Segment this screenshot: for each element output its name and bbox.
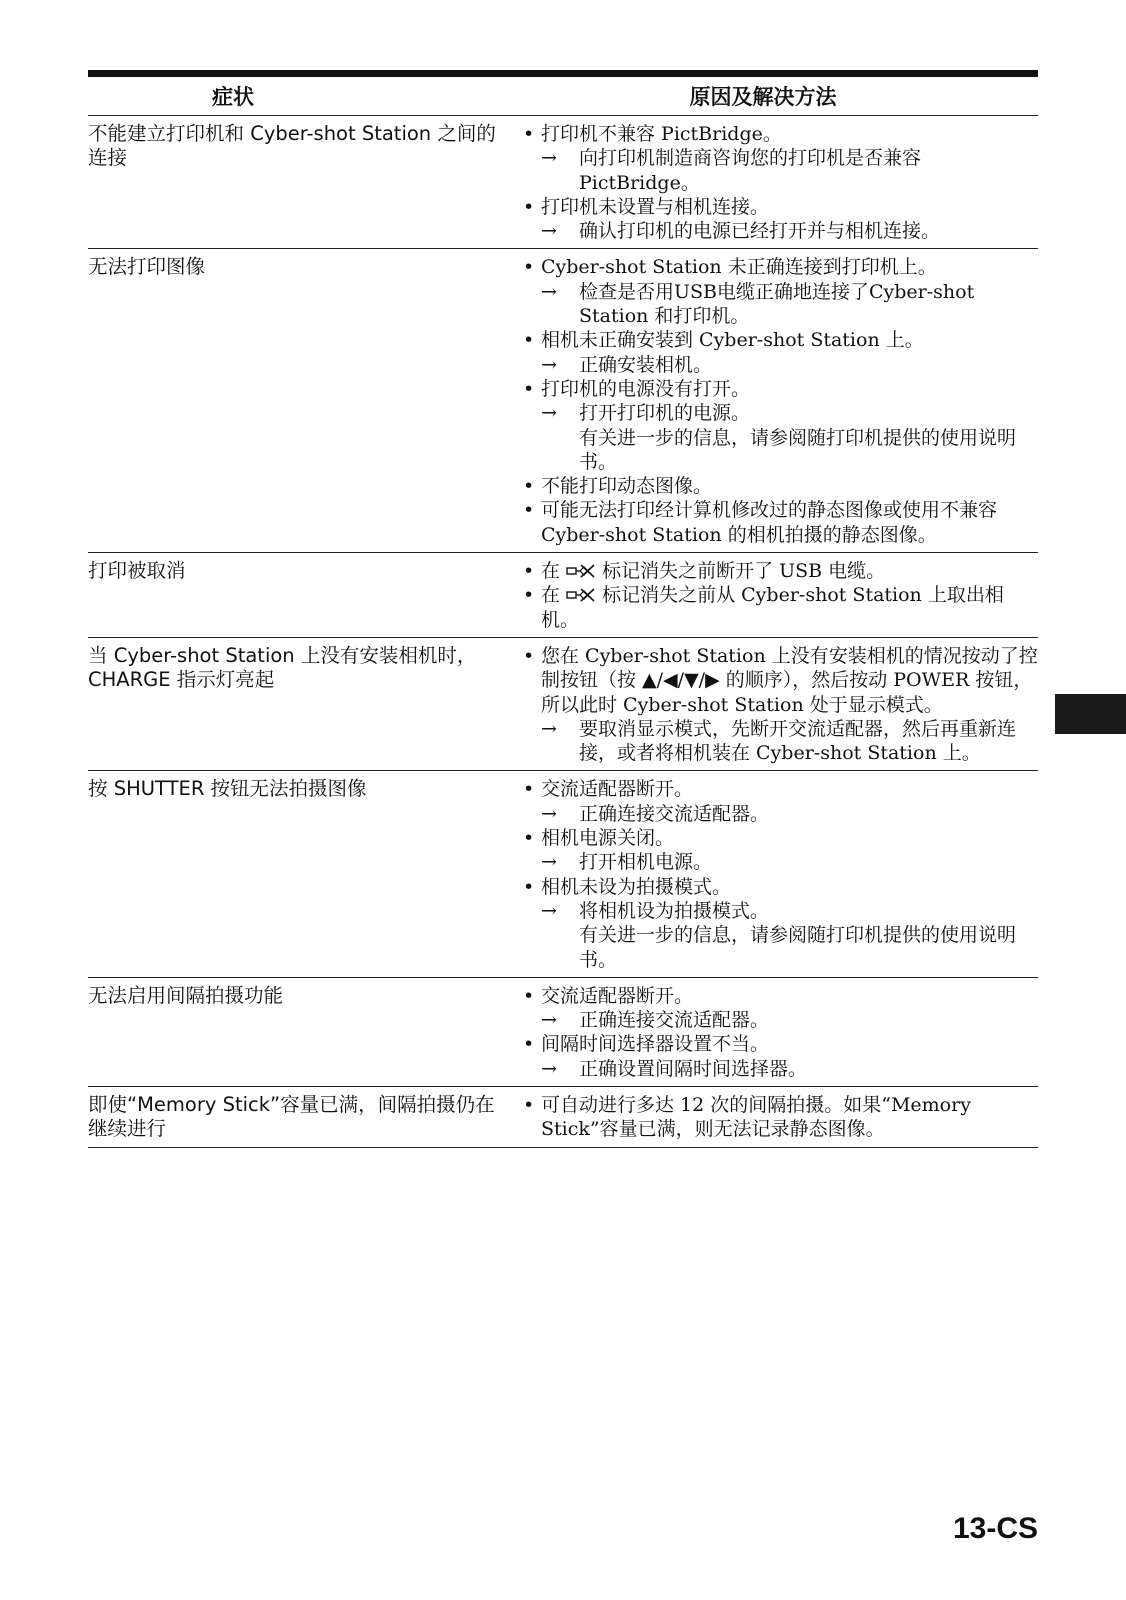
symptom-cell: 即使“Memory Stick”容量已满，间隔拍摄仍在继续进行 [88,1092,495,1140]
remedy-text: 确认打印机的电源已经打开并与相机连接。 [579,220,941,243]
symptom-cell: 打印被取消 [88,559,186,583]
usb-transfer-icon [566,587,596,603]
usb-transfer-icon [566,563,596,579]
symptom-cell: 无法打印图像 [88,255,206,279]
table-row [88,553,1038,638]
remedy-item [523,1008,1038,1032]
section-tab [1055,694,1126,734]
table-row [88,249,1038,553]
remedy-item [523,146,1038,195]
table-row [88,638,1038,771]
remedy-note: 有关进一步的信息，请参阅随打印机提供的使用说明书。 [579,426,1017,473]
cause-item [523,583,1038,632]
cause-item: • Cyber-shot Station 未正确连接到打印机上。 [523,255,1038,279]
usb-transfer-icon-wrap [560,584,602,606]
solution-cell [523,122,1038,243]
remedy-text: 检查是否用USB电缆正确地连接了Cyber-shot Station 和打印机。 [579,280,975,328]
remedy-text: 正确连接交流适配器。 [579,802,770,825]
arrow-icon: → [541,1057,557,1080]
cause-item: • 不能打印动态图像。 [523,474,1038,498]
remedy-text: 要取消显示模式，先断开交流适配器，然后再重新连接，或者将相机装在 Cyber-shot Station 上。 [579,717,1017,765]
symptom-cell: 按 SHUTTER 按钮无法拍摄图像 [88,777,367,801]
remedy-item [523,401,1038,425]
solution-cell [523,255,1038,547]
cause-text-pre: 在 [541,560,561,583]
arrow-icon: → [541,220,557,243]
table-top-rule [88,70,1038,77]
remedy-text: 正确设置间隔时间选择器。 [579,1057,808,1080]
remedy-text: 将相机设为拍摄模式。 [579,899,770,922]
symptom-cell: 不能建立打印机和 Cyber-shot Station 之间的连接 [88,122,496,169]
remedy-text: 向打印机制造商咨询您的打印机是否兼容 PictBridge。 [579,147,922,194]
remedy-item [523,850,1038,874]
cause-item: • 可自动进行多达 12 次的间隔拍摄。如果“Memory Stick”容量已满，则无法记录静态图像。 [523,1093,1038,1142]
cause-item: • 您在 Cyber-shot Station 上没有安装相机的情况按动了控制按钮（按 ▲/◀/▼/▶ 的顺序），然后按动 POWER 按钮，所以此时 Cyber-shot Station 处于显示模式。 [523,644,1038,717]
arrow-icon: → [541,353,557,376]
cause-item: • 相机未设为拍摄模式。 [523,875,1038,899]
solution-cell [523,777,1038,971]
symptom-cell: 无法启用间隔拍摄功能 [88,983,284,1007]
troubleshooting-table [88,70,1038,1148]
cause-item: • 打印机的电源没有打开。 [523,377,1038,401]
cause-text-pre: 在 [541,584,561,607]
remedy-note: 有关进一步的信息，请参阅随打印机提供的使用说明书。 [579,924,1017,971]
arrow-icon: → [541,717,557,740]
remedy-text: 正确连接交流适配器。 [579,1009,770,1032]
remedy-item [523,219,1038,243]
table-row [88,116,1038,249]
remedy-text: 打开打印机的电源。 [579,402,751,425]
remedy-item [523,717,1038,766]
remedy-item [523,1057,1038,1081]
arrow-icon: → [541,1009,557,1032]
cause-item: • 交流适配器断开。 [523,984,1038,1008]
cause-item: • 相机电源关闭。 [523,826,1038,850]
symptom-cell: 当 Cyber-shot Station 上没有安装相机时，CHARGE 指示灯亮起 [88,643,477,691]
table-row [88,1087,1038,1148]
table-body [88,116,1038,1148]
arrow-icon: → [541,147,557,170]
cause-item: • 交流适配器断开。 [523,777,1038,801]
remedy-text: 正确安装相机。 [579,353,713,376]
remedy-text: 打开相机电源。 [579,851,713,874]
cause-item: • 间隔时间选择器设置不当。 [523,1032,1038,1056]
table-row [88,771,1038,977]
cause-item [523,559,1038,583]
arrow-icon: → [541,899,557,922]
remedy-item [523,280,1038,329]
solution-cell [523,644,1038,765]
page-number: 13-CS [952,1512,1038,1545]
solution-cell [523,984,1038,1081]
header-solution: 原因及解决方法 [689,85,837,109]
table-row [88,978,1038,1087]
arrow-icon: → [541,280,557,303]
solution-cell [523,1093,1038,1142]
cause-text-post: 标记消失之前断开了 USB 电缆。 [602,560,886,583]
arrow-icon: → [541,851,557,874]
usb-transfer-icon-wrap [560,560,602,582]
remedy-item [523,899,1038,923]
cause-item: • 打印机不兼容 PictBridge。 [523,122,1038,146]
table-header [88,77,1038,116]
arrow-icon: → [541,802,557,825]
cause-text-post: 标记消失之前从 Cyber-shot Station 上取出相机。 [541,584,1004,631]
remedy-item [523,353,1038,377]
cause-item: • 可能无法打印经计算机修改过的静态图像或使用不兼容 Cyber-shot Station 的相机拍摄的静态图像。 [523,498,1038,547]
cause-item: • 打印机未设置与相机连接。 [523,195,1038,219]
solution-cell [523,559,1038,632]
arrow-icon: → [541,402,557,425]
cause-item: • 相机未正确安装到 Cyber-shot Station 上。 [523,328,1038,352]
remedy-item [523,802,1038,826]
header-symptom: 症状 [212,85,254,109]
